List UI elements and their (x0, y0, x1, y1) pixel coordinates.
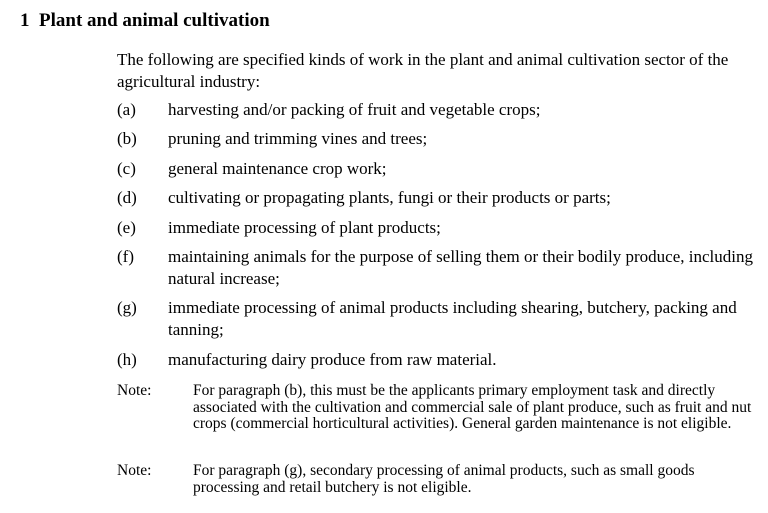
list-item-label: (d) (117, 188, 137, 208)
section-title: Plant and animal cultivation (39, 10, 270, 31)
list-item (117, 297, 757, 341)
note-text: For paragraph (g), secondary processing of animal products, such as small goods processing and retail butchery is not eligible. (193, 462, 695, 496)
list-item-label: (e) (117, 217, 136, 237)
list-item (117, 128, 757, 150)
work-kinds-list (117, 99, 757, 378)
note-label: Note: (117, 382, 152, 399)
list-item-label: (h) (117, 349, 137, 369)
list-item (117, 99, 757, 121)
list-item-text: manufacturing dairy produce from raw material. (168, 349, 497, 369)
note-label: Note: (117, 462, 152, 479)
list-item-text: maintaining animals for the purpose of selling them or their bodily produce, including natural increase; (168, 246, 753, 288)
list-item (117, 187, 757, 209)
list-item-label: (a) (117, 100, 136, 119)
note-paragraph-g (117, 463, 757, 496)
list-item-text: cultivating or propagating plants, fungi or their products or parts; (168, 188, 611, 208)
list-item-label: (c) (117, 158, 136, 178)
section-heading (20, 9, 270, 33)
list-item (117, 158, 757, 180)
list-item-label: (f) (117, 246, 134, 266)
note-text: For paragraph (b), this must be the applicants primary employment task and directly associated with the cultivation and commercial sale of plant produce, such as fruit and nut crops (commercial horticultural activities). General garden maintenance is not eligible. (193, 382, 752, 432)
list-item-label: (g) (117, 298, 137, 318)
list-item-text: harvesting and/or packing of fruit and vegetable crops; (168, 100, 541, 119)
list-item-text: immediate processing of animal products including shearing, butchery, packing and tanning; (168, 298, 737, 340)
intro-paragraph: The following are specified kinds of work in the plant and animal cultivation sector of the agricultural industry: (117, 50, 729, 91)
list-item-text: pruning and trimming vines and trees; (168, 129, 428, 149)
list-item (117, 246, 757, 290)
list-item (117, 217, 757, 239)
note-paragraph-b (117, 383, 757, 433)
list-item-label: (b) (117, 129, 137, 149)
list-item-text: general maintenance crop work; (168, 158, 387, 178)
list-item (117, 349, 757, 371)
list-item-text: immediate processing of plant products; (168, 217, 441, 237)
section-number: 1 (20, 10, 30, 31)
